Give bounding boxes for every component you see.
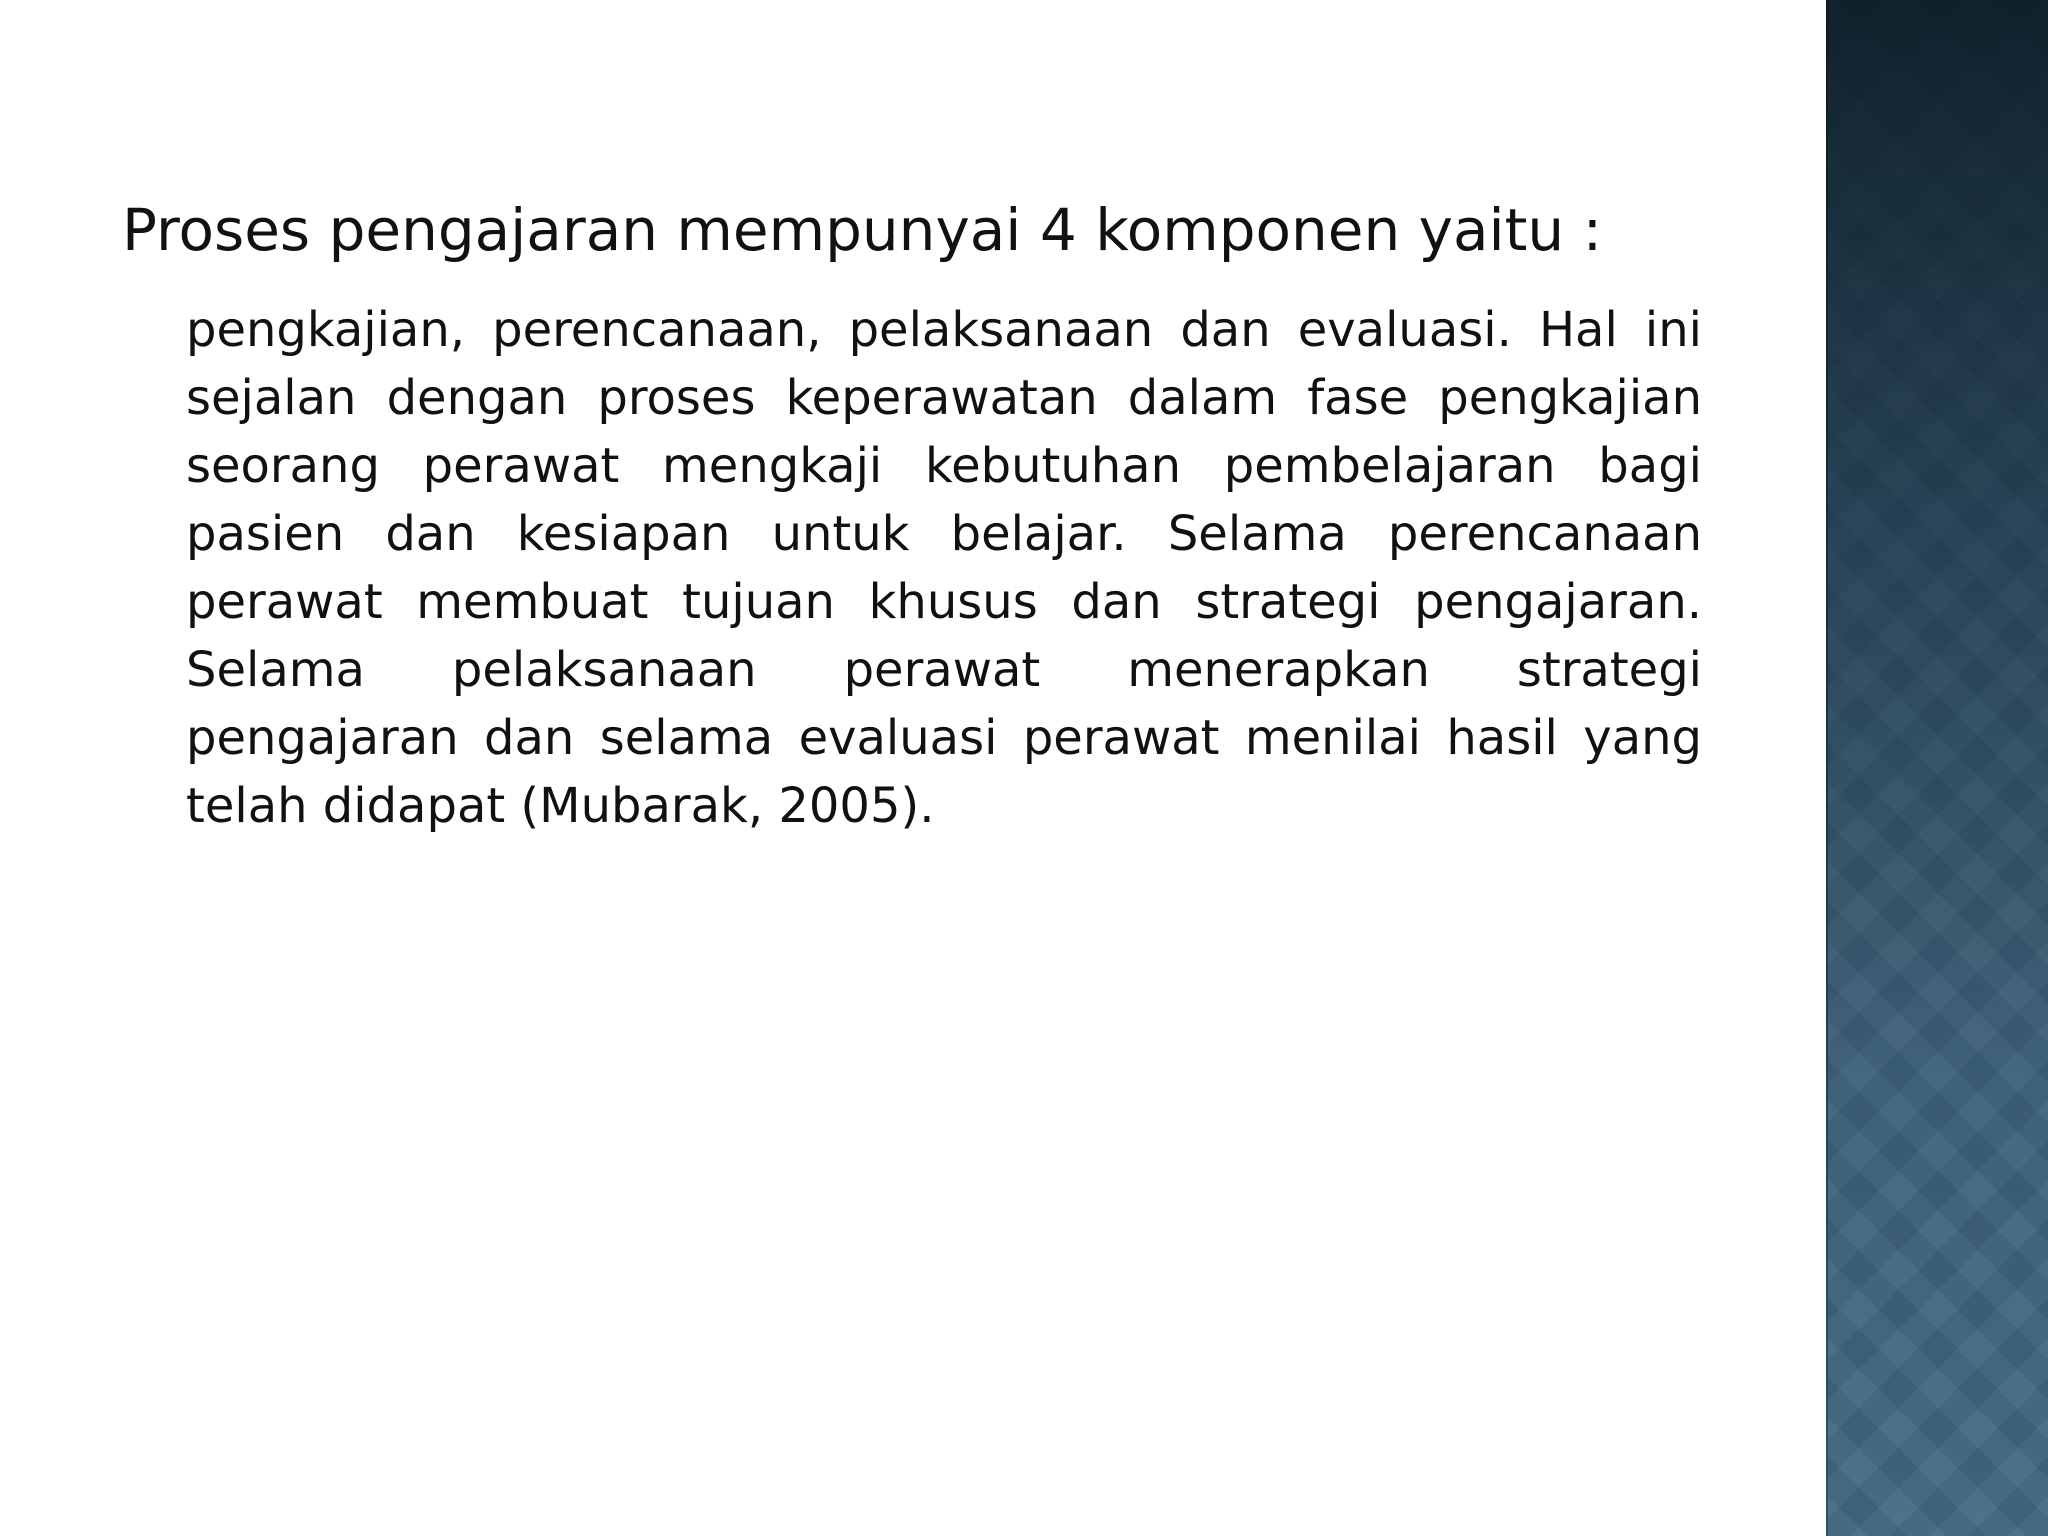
decorative-side-band bbox=[1828, 0, 2048, 1536]
slide-heading: Proses pengajaran mempunyai 4 komponen yaitu : bbox=[122, 196, 1603, 264]
slide-body-text: pengkajian, perencanaan, pelaksanaan dan evaluasi. Hal ini sejalan dengan proses keperawatan dalam fase pengkajian seorang perawat mengkaji kebutuhan pembelajaran bagi pasien dan kesiapan untuk belajar. Selama perencanaan perawat membuat tujuan khusus dan strategi pengajaran. Selama pelaksanaan perawat menerapkan strategi pengajaran dan selama evaluasi perawat menilai hasil yang telah didapat (Mubarak, 2005). bbox=[186, 302, 1702, 834]
